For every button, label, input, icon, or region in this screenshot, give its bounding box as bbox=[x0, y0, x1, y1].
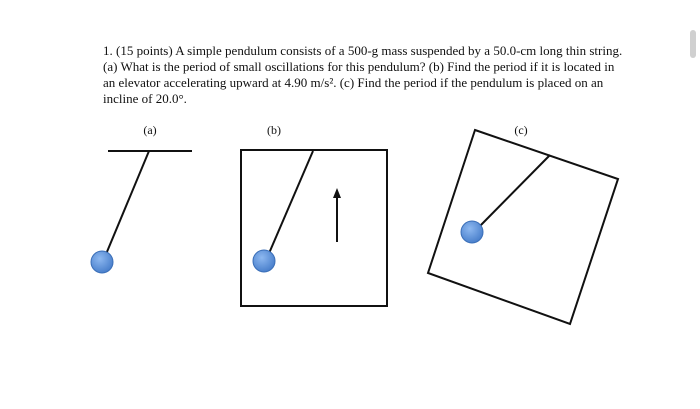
figure-a-bob bbox=[91, 251, 113, 273]
figure-b-elevator-box bbox=[241, 150, 387, 306]
figure-b-bob bbox=[253, 250, 275, 272]
figure-c-bob bbox=[461, 221, 483, 243]
figure-c-box bbox=[428, 130, 618, 324]
figure-a-string bbox=[104, 151, 149, 259]
figure-b-label: (b) bbox=[267, 123, 281, 137]
figure-c-incline bbox=[428, 130, 618, 324]
scrollbar-thumb[interactable] bbox=[690, 30, 696, 58]
figure-a-label: (a) bbox=[143, 123, 157, 137]
figure-b-elevator bbox=[241, 150, 387, 306]
problem-statement: 1. (15 points) A simple pendulum consists of a 500-g mass suspended by a 50.0-cm long thin string. (a) What is the period of small oscillations for this pendulum? (b) Find the period if it is located in an elevator accelerating upward at 4.90 m/s². (c) Find the period if the pendulum is placed on an incline of 20.0°. bbox=[103, 43, 623, 106]
figure-c-label: (c) bbox=[514, 123, 528, 137]
figure-c-string bbox=[478, 155, 550, 228]
figure-b-acceleration-arrow-head bbox=[333, 188, 341, 198]
figure-b-string bbox=[267, 151, 313, 258]
figure-a-pendulum bbox=[91, 151, 192, 273]
